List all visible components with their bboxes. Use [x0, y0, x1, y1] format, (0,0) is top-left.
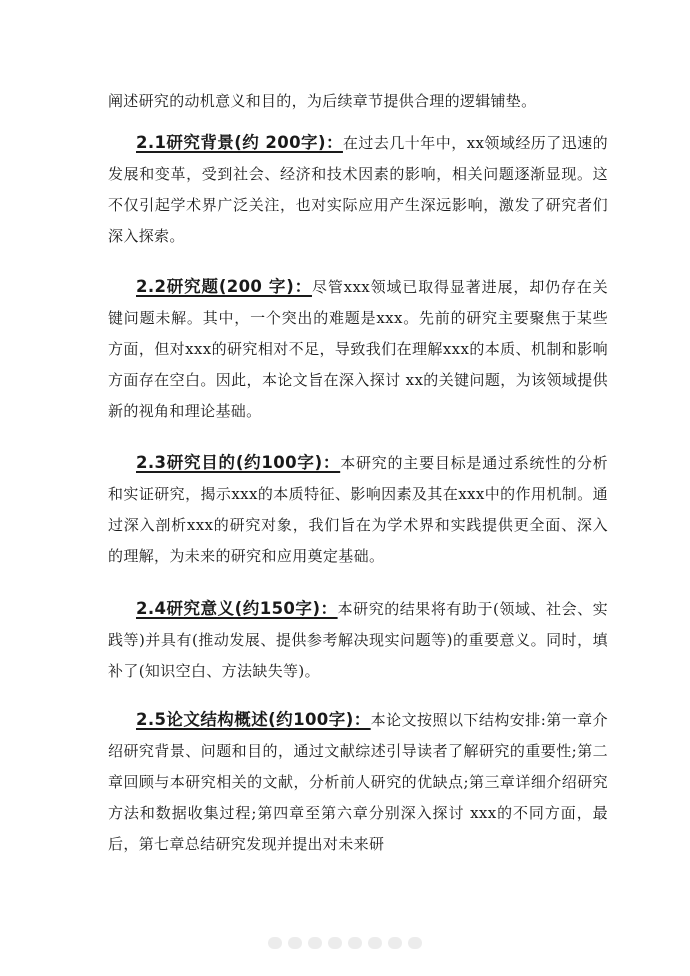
section-paragraph [108, 447, 608, 572]
section-paragraph [108, 704, 608, 860]
watermark-glyph [268, 937, 282, 949]
section-research-question [108, 271, 608, 427]
watermark-glyph [388, 937, 402, 949]
section-paragraph [108, 127, 608, 252]
section-body: 本研究的结果将有助于(领域、社会、实践等)并具有(推动发展、提供参考解决现实问题等)的重要意义。同时，填补了(知识空白、方法缺失等)。 [108, 600, 608, 680]
watermark-glyph [348, 937, 362, 949]
watermark-glyph [368, 937, 382, 949]
section-heading: 2.4研究意义(约150字)： [136, 599, 338, 618]
section-thesis-structure [108, 704, 608, 860]
section-heading: 2.2研究题(200 字)： [136, 277, 312, 296]
section-research-purpose [108, 447, 608, 572]
watermark-glyph [308, 937, 322, 949]
watermark-glyph [288, 937, 302, 949]
watermark [268, 937, 422, 949]
section-body: 本研究的主要目标是通过系统性的分析和实证研究，揭示xxx的本质特征、影响因素及其在xxx中的作用机制。通过深入剖析xxx的研究对象，我们旨在为学术界和实践提供更全面、深入的理解，为未来的研究和应用奠定基础。 [108, 454, 608, 565]
section-research-significance [108, 593, 608, 687]
watermark-glyph [328, 937, 342, 949]
section-body: 尽管xxx领域已取得显著进展，却仍存在关键问题未解。其中，一个突出的难题是xxx。先前的研究主要聚焦于某些方面，但对xxx的研究相对不足，导致我们在理解xxx的本质、机制和影响方面存在空白。因此，本论文旨在深入探讨 xx的关键问题，为该领域提供新的视角和理论基础。 [108, 278, 608, 420]
section-heading: 2.3研究目的(约100字)： [136, 453, 341, 472]
section-body: 本论文按照以下结构安排:第一章介绍研究背景、问题和目的，通过文献综述引导读者了解研究的重要性;第二章回顾与本研究相关的文献，分析前人研究的优缺点;第三章详细介绍研究方法和数据收集过程;第四章至第六章分别深入探讨 xxx的不同方面，最后，第七章总结研究发现并提出对未来研 [108, 711, 608, 853]
section-paragraph [108, 271, 608, 427]
section-research-background [108, 127, 608, 252]
section-heading: 2.1研究背景(约 200字)： [136, 133, 343, 152]
intro-line: 阐述研究的动机意义和目的，为后续章节提供合理的逻辑铺垫。 [108, 92, 537, 110]
watermark-glyph [408, 937, 422, 949]
section-paragraph [108, 593, 608, 687]
section-body: 在过去几十年中，xx领域经历了迅速的发展和变革，受到社会、经济和技术因素的影响，相关问题逐渐显现。这不仅引起学术界广泛关注，也对实际应用产生深远影响，激发了研究者们深入探索。 [108, 134, 608, 245]
section-heading: 2.5论文结构概述(约100字)： [136, 710, 371, 729]
